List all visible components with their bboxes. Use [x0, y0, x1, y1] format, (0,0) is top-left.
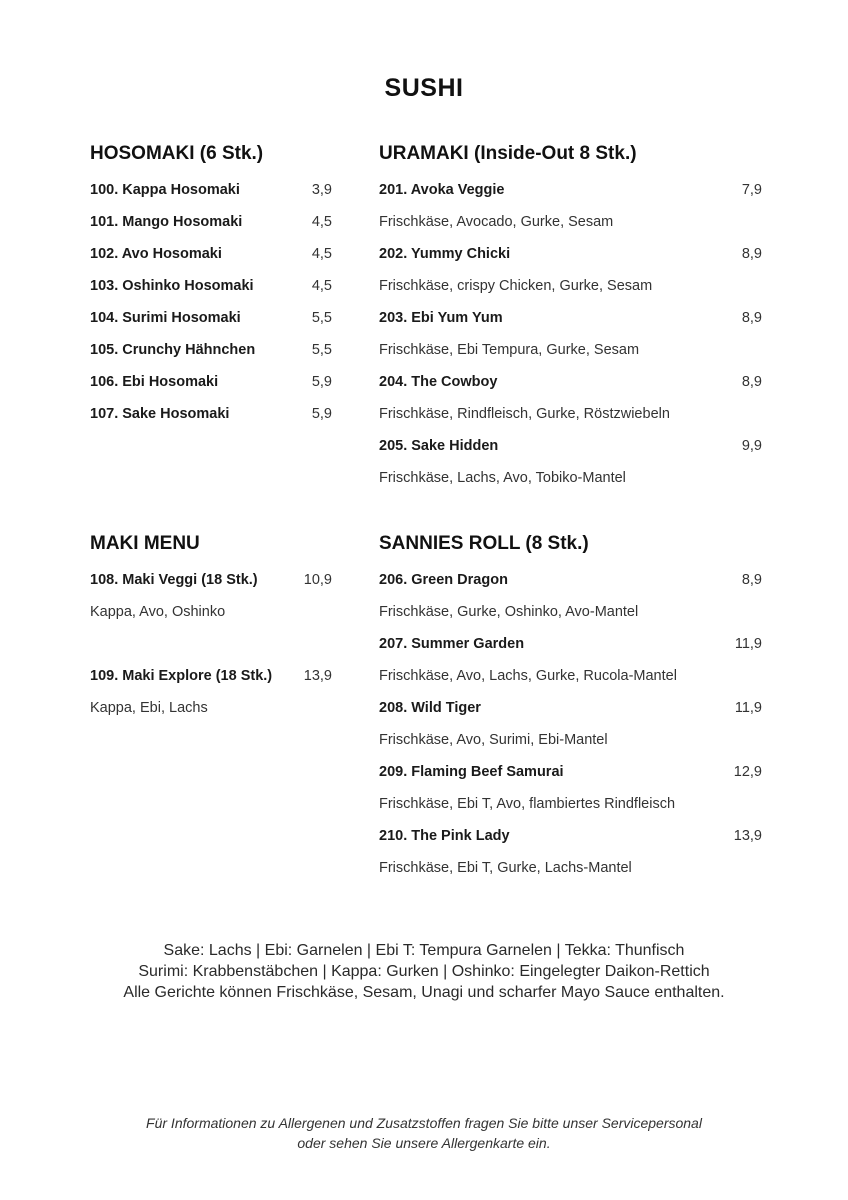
item-description-text: Kappa, Avo, Oshinko [90, 604, 226, 620]
item-name: 207. Summer Garden [379, 636, 525, 652]
item-name: 210. The Pink Lady [379, 828, 510, 844]
item-name: 206. Green Dragon [379, 572, 508, 588]
item-description [379, 340, 762, 372]
item-price: 13,9 [733, 828, 762, 844]
legend-line: Sake: Lachs | Ebi: Garnelen | Ebi T: Tempura Garnelen | Tekka: Thunfisch [163, 942, 685, 959]
item-description-text: Kappa, Ebi, Lachs [90, 700, 208, 716]
item-name: 202. Yummy Chicki [379, 246, 511, 262]
item-description [379, 468, 762, 500]
item-description [90, 698, 332, 730]
allergen-footer [0, 1113, 848, 1153]
item-name: 103. Oshinko Hosomaki [90, 278, 254, 294]
legend-line: Alle Gerichte können Frischkäse, Sesam, Unagi und scharfer Mayo Sauce enthalten. [123, 984, 725, 1001]
item-description-text: Frischkäse, Ebi T, Gurke, Lachs-Mantel [379, 860, 632, 876]
item-price: 4,5 [311, 246, 332, 262]
item-price: 7,9 [741, 182, 762, 198]
item-description-text: Frischkäse, Lachs, Avo, Tobiko-Mantel [379, 470, 626, 486]
menu-item [379, 436, 762, 468]
legend-line: Surimi: Krabbenstäbchen | Kappa: Gurken | Oshinko: Eingelegter Daikon-Rettich [138, 963, 710, 980]
menu-item [379, 180, 762, 212]
menu-item [379, 244, 762, 276]
menu-item [90, 340, 332, 372]
section-maki-menu [90, 532, 332, 730]
item-price: 4,5 [311, 278, 332, 294]
item-name: 204. The Cowboy [379, 374, 498, 390]
item-name: 109. Maki Explore (18 Stk.) [90, 668, 273, 684]
footer-line: oder sehen Sie unsere Allergenkarte ein. [297, 1135, 551, 1151]
item-description [379, 212, 762, 244]
item-name: 205. Sake Hidden [379, 438, 499, 454]
item-price: 13,9 [303, 668, 332, 684]
item-name: 209. Flaming Beef Samurai [379, 764, 564, 780]
menu-item [379, 570, 762, 602]
spacer [90, 634, 332, 666]
menu-item [379, 372, 762, 404]
menu-item [90, 666, 332, 698]
menu-item [90, 212, 332, 244]
menu-item [90, 372, 332, 404]
item-name: 106. Ebi Hosomaki [90, 374, 219, 390]
item-name: 208. Wild Tiger [379, 700, 481, 716]
menu-item [90, 570, 332, 602]
item-description-text: Frischkäse, Avocado, Gurke, Sesam [379, 214, 614, 230]
footer-line: Für Informationen zu Allergenen und Zusatzstoffen fragen Sie bitte unser Servicepersonal [146, 1115, 702, 1131]
item-price: 8,9 [741, 374, 762, 390]
section-hosomaki [90, 142, 332, 436]
item-name: 203. Ebi Yum Yum [379, 310, 503, 326]
item-description-text: Frischkäse, Ebi T, Avo, flambiertes Rindfleisch [379, 796, 676, 812]
item-price: 10,9 [303, 572, 332, 588]
section-title-sannies-roll: SANNIES ROLL (8 Stk.) [379, 533, 589, 554]
menu-item [90, 404, 332, 436]
item-price: 5,9 [311, 406, 332, 422]
item-name: 105. Crunchy Hähnchen [90, 342, 256, 358]
item-description [379, 858, 762, 890]
menu-item [379, 762, 762, 794]
item-price: 4,5 [311, 214, 332, 230]
menu-item [379, 308, 762, 340]
item-name: 201. Avoka Veggie [379, 182, 505, 198]
item-description [379, 794, 762, 826]
item-name: 104. Surimi Hosomaki [90, 310, 241, 326]
item-price: 12,9 [733, 764, 762, 780]
item-description [379, 730, 762, 762]
section-sannies-roll [379, 532, 762, 890]
section-uramaki [379, 142, 762, 500]
item-price: 8,9 [741, 310, 762, 326]
item-description [379, 602, 762, 634]
item-price: 11,9 [734, 636, 762, 652]
item-price: 8,9 [741, 246, 762, 262]
item-price: 5,9 [311, 374, 332, 390]
item-description [379, 666, 762, 698]
menu-item [90, 308, 332, 340]
item-price: 9,9 [741, 438, 762, 454]
item-description-text: Frischkäse, Avo, Surimi, Ebi-Mantel [379, 732, 608, 748]
item-name: 107. Sake Hosomaki [90, 406, 230, 422]
item-price: 3,9 [311, 182, 332, 198]
item-price: 8,9 [741, 572, 762, 588]
item-description-text: Frischkäse, Rindfleisch, Gurke, Röstzwiebeln [379, 406, 670, 422]
page-title: SUSHI [384, 74, 464, 102]
menu-item [379, 634, 762, 666]
menu-item [379, 698, 762, 730]
item-description [379, 404, 762, 436]
item-price: 5,5 [311, 310, 332, 326]
item-name: 102. Avo Hosomaki [90, 246, 222, 262]
item-name: 101. Mango Hosomaki [90, 214, 243, 230]
section-title-hosomaki: HOSOMAKI (6 Stk.) [90, 143, 264, 164]
menu-item [90, 244, 332, 276]
menu-item [379, 826, 762, 858]
item-description-text: Frischkäse, Avo, Lachs, Gurke, Rucola-Mantel [379, 668, 677, 684]
item-description-text: Frischkäse, Gurke, Oshinko, Avo-Mantel [379, 604, 639, 620]
item-name: 108. Maki Veggi (18 Stk.) [90, 572, 258, 588]
abbreviation-legend [0, 940, 848, 1003]
item-price: 5,5 [311, 342, 332, 358]
item-description [379, 276, 762, 308]
menu-item [90, 180, 332, 212]
section-title-maki-menu: MAKI MENU [90, 533, 200, 554]
item-description-text: Frischkäse, crispy Chicken, Gurke, Sesam [379, 278, 653, 294]
item-description-text: Frischkäse, Ebi Tempura, Gurke, Sesam [379, 342, 640, 358]
section-title-uramaki: URAMAKI (Inside-Out 8 Stk.) [379, 143, 637, 164]
item-price: 11,9 [734, 700, 762, 716]
item-name: 100. Kappa Hosomaki [90, 182, 240, 198]
item-description [90, 602, 332, 634]
menu-item [90, 276, 332, 308]
